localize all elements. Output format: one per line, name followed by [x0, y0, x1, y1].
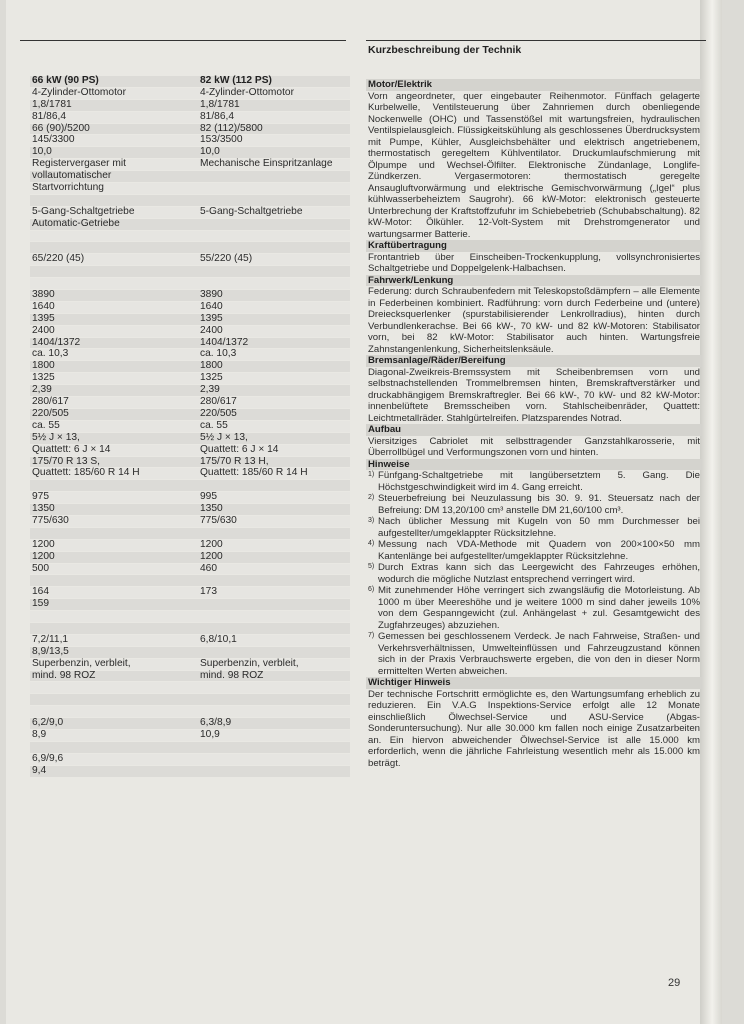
- table-cell-66kw: 1800: [32, 360, 55, 372]
- table-row: [30, 326, 350, 337]
- table-cell-82kw: 1,8/1781: [200, 98, 240, 110]
- table-cell-66kw: 775/630: [32, 514, 69, 526]
- table-cell-82kw: 1800: [200, 360, 223, 372]
- table-cell-82kw: 10,9: [200, 728, 220, 740]
- paragraph: Federung: durch Schraubenfedern mit Teleskopstoßdämpfern – alle Elemente in Federbeinen kombiniert. Radführung: vorn durch Federbeine und (untere) Dreiecksquerlenker (spurstabilisierender Lenkrollradius), hinten durch Verbundlenkerachse. Bei 66 kW-, 70 kW- und 82 kW-Motoren: Stabilisator vorn, bei 82 kW-Motor: Stabilisator auch hinten. Wartungsfreie Zahnstangenlenkung, Sicherheitslenksäule.: [368, 286, 700, 355]
- table-row: [30, 635, 350, 646]
- table-row: [30, 302, 350, 313]
- table-row: [30, 231, 350, 242]
- table-row: [30, 671, 350, 682]
- table-row: [30, 659, 350, 670]
- table-row: [30, 575, 350, 586]
- table-cell-66kw: 8,9/13,5: [32, 645, 69, 657]
- table-cell-66kw: 65/220 (45): [32, 253, 85, 265]
- table-cell-82kw: 5-Gang-Schaltgetriebe: [200, 205, 303, 217]
- table-row: [30, 647, 350, 658]
- table-row: [30, 682, 350, 693]
- table-cell-66kw: 2400: [32, 324, 55, 336]
- footnote: [368, 562, 700, 585]
- table-cell-82kw: mind. 98 ROZ: [200, 669, 264, 681]
- table-row: [30, 159, 350, 170]
- table-row: [30, 516, 350, 527]
- table-row: [30, 338, 350, 349]
- table-row: [30, 124, 350, 135]
- table-row: [30, 754, 350, 765]
- table-cell-82kw: 1350: [200, 503, 223, 515]
- section-heading: Bremsanlage/Räder/Bereifung: [366, 355, 702, 367]
- table-row: [30, 766, 350, 777]
- table-row: [30, 242, 350, 253]
- table-cell-66kw: 3890: [32, 289, 55, 301]
- table-cell-66kw: 280/617: [32, 396, 69, 408]
- table-cell-82kw: 10,0: [200, 146, 220, 158]
- table-cell-66kw: 1,8/1781: [32, 98, 72, 110]
- table-cell-82kw: Superbenzin, verbleit,: [200, 657, 299, 669]
- table-cell-66kw: 6,9/9,6: [32, 752, 64, 764]
- table-row: [30, 349, 350, 360]
- footnote-text: Messung nach VDA-Methode mit Quadern von 200×100×50 mm Kantenlänge bei aufgestellter/umgeklappter Rücksitzlehne.: [378, 539, 700, 562]
- table-row: [30, 100, 350, 111]
- footnote: [368, 631, 700, 677]
- table-cell-82kw: 1395: [200, 312, 223, 324]
- table-row: [30, 361, 350, 372]
- table-cell-66kw: 8,9: [32, 728, 47, 740]
- table-cell-66kw: 1350: [32, 503, 55, 515]
- table-cell-66kw: 5-Gang-Schaltgetriebe: [32, 205, 135, 217]
- table-cell-82kw: 1640: [200, 300, 223, 312]
- table-cell-82kw: 6,8/10,1: [200, 633, 237, 645]
- table-row: [30, 76, 350, 87]
- table-cell-66kw: Automatic-Getriebe: [32, 217, 120, 229]
- table-cell-66kw: Superbenzin, verbleit,: [32, 657, 131, 669]
- table-cell-66kw: 1325: [32, 372, 55, 384]
- table-cell-82kw: 1200: [200, 538, 223, 550]
- table-cell-82kw: 6,3/8,9: [200, 717, 232, 729]
- table-row: [30, 528, 350, 539]
- spec-table: [30, 76, 350, 778]
- footnote-number: 7): [368, 632, 375, 639]
- table-row: [30, 373, 350, 384]
- table-cell-66kw: 7,2/11,1: [32, 633, 69, 645]
- table-row: [30, 314, 350, 325]
- table-cell-82kw: 220/505: [200, 407, 237, 419]
- table-cell-82kw: 1200: [200, 550, 223, 562]
- table-cell-82kw: 995: [200, 491, 217, 503]
- table-row: [30, 409, 350, 420]
- table-row: [30, 623, 350, 634]
- footnote-number: 1): [368, 471, 375, 478]
- table-row: [30, 135, 350, 146]
- table-row: [30, 492, 350, 503]
- table-cell-66kw: 2,39: [32, 384, 52, 396]
- table-cell-82kw: ca. 10,3: [200, 348, 237, 360]
- paragraph: Der technische Fortschritt ermöglichte es, den Wartungsumfang erheblich zu reduzieren. Ein V.A.G Inspektions-Service erfolgt alle 12 Monate einschließlich Ölwechsel-Service und ASU-Service (Abgas-Sonderuntersuchung). Nur alle 30.000 km fallen noch einige Zusatzarbeiten an. Ein hiervon abweichender Ölwechsel-Service ist alle 15.000 km erforderlich, wenn die jährliche Fahrleistung wesentlich mehr als 15.000 km beträgt.: [368, 688, 700, 769]
- table-row: [30, 587, 350, 598]
- table-row: [30, 540, 350, 551]
- top-rule-right: [366, 40, 706, 41]
- section-heading: Fahrwerk/Lenkung: [366, 275, 702, 287]
- section-heading: Wichtiger Hinweis: [366, 677, 702, 689]
- footnote-text: Durch Extras kann sich das Leergewicht des Fahrzeuges erhöhen, wodurch die mögliche Nutzlast entsprechend verringert wird.: [378, 562, 700, 585]
- table-cell-66kw: 1395: [32, 312, 55, 324]
- section-heading: Motor/Elektrik: [366, 79, 702, 91]
- footnote: [368, 539, 700, 562]
- table-row: [30, 433, 350, 444]
- table-cell-66kw: vollautomatischer: [32, 170, 112, 182]
- table-row: [30, 504, 350, 515]
- section-heading: Kraftübertragung: [366, 240, 702, 252]
- table-cell-82kw: 1325: [200, 372, 223, 384]
- paragraph: Vorn angeordneter, quer eingebauter Reihenmotor. Fünffach gelagerte Kurbelwelle, Ventilsteuerung über Zahnriemen durch obenliegende Nockenwelle (OHC) und Tassenstößel mit wartungsfreien, hydraulischen Ventilspielausgleich. Flüssigkeitskühlung als geschlossenes Überdrucksystem mit Pumpe, Kühler, Ausgleichsbehälter und elektrisch angetriebenem, thermostatisch geregeltem Kühlventilator. Druckumlaufschmierung mit Ölpumpe und Wechsel-Ölfilter. Elektronische Zündanlage, Longlife-Zündkerzen. Vergasermotoren: thermostatisch geregelte Ansaugluftvorwärmung und elektrische Gemischvorwärmung („Igel“ plus kühlwasserbeheiztem Saugrohr). 66 kW-Motor: elektronisch gesteuerte Unterbrechung der Kraftstoffzufuhr im Schiebebetrieb (Schubabschaltung). 82 kW-Motor: Ölkühler. 12-Volt-System mit Drehstromgenerator und wartungsarmer Batterie.: [368, 90, 700, 240]
- table-cell-66kw: 10,0: [32, 146, 52, 158]
- table-cell-66kw: 1640: [32, 300, 55, 312]
- table-row: [30, 468, 350, 479]
- table-row: [30, 112, 350, 123]
- paragraph: Viersitziges Cabriolet mit selbsttragender Ganzstahlkarosserie, mit Überrollbügel und Verformungszonen vorn und hinten.: [368, 435, 700, 458]
- table-cell-66kw: ca. 10,3: [32, 348, 69, 360]
- table-cell-66kw: 6,2/9,0: [32, 717, 64, 729]
- table-cell-66kw: Registervergaser mit: [32, 158, 126, 170]
- table-cell-66kw: 1200: [32, 538, 55, 550]
- page-number: 29: [668, 977, 681, 989]
- table-cell-66kw: 66 kW (90 PS): [32, 75, 99, 86]
- table-cell-66kw: 4-Zylinder-Ottomotor: [32, 86, 126, 98]
- table-row: [30, 730, 350, 741]
- table-cell-66kw: 159: [32, 598, 49, 610]
- table-row: [30, 480, 350, 491]
- table-cell-66kw: Startvorrichtung: [32, 182, 104, 194]
- footnote: [368, 516, 700, 539]
- table-row: [30, 552, 350, 563]
- table-row: [30, 171, 350, 182]
- footnote-number: 6): [368, 586, 375, 593]
- table-row: [30, 266, 350, 277]
- paragraph: Diagonal-Zweikreis-Bremssystem mit Scheibenbremsen vorn und selbstnachstellenden Trommelbremsen hinten, Bremskraftverstärker und druckabhängigem Bremskraftregler. Bei 66 kW-, 70 kW- und 82 kW-Motor: innenbelüftete Bremsscheiben vorn. Stahlscheibenräder, Quattett: Leichtmetallräder. Stahlgürtelreifen. Platzsparendes Notrad.: [368, 366, 700, 424]
- table-row: [30, 564, 350, 575]
- table-cell-82kw: Quattett: 6 J × 14: [200, 443, 279, 455]
- table-row: [30, 147, 350, 158]
- section-heading: Aufbau: [366, 424, 702, 436]
- paragraph: Frontantrieb über Einscheiben-Trockenkupplung, vollsynchronisiertes Schaltgetriebe und Doppelgelenk-Halbachsen.: [368, 251, 700, 274]
- technical-description: [368, 79, 700, 769]
- footnote: [368, 470, 700, 493]
- table-cell-82kw: 775/630: [200, 514, 237, 526]
- table-row: [30, 457, 350, 468]
- footnote-text: Steuerbefreiung bei Neuzulassung bis 30. 9. 91. Steuersatz nach der Befreiung: DM 13,20/100 cm³ anstelle DM 21,60/100 cm³.: [378, 493, 700, 516]
- table-cell-82kw: 3890: [200, 289, 223, 301]
- footnote-number: 5): [368, 563, 375, 570]
- table-row: [30, 278, 350, 289]
- table-row: [30, 88, 350, 99]
- table-cell-82kw: 82 kW (112 PS): [200, 75, 272, 86]
- table-cell-82kw: ca. 55: [200, 419, 228, 431]
- section-heading: Hinweise: [366, 459, 702, 471]
- table-cell-66kw: 175/70 R 13 S,: [32, 455, 100, 467]
- table-row: [30, 421, 350, 432]
- table-row: [30, 195, 350, 206]
- footnote: [368, 493, 700, 516]
- table-cell-82kw: 81/86,4: [200, 110, 234, 122]
- table-cell-82kw: 1404/1372: [200, 336, 249, 348]
- table-cell-66kw: 164: [32, 586, 49, 598]
- footnote-number: 2): [368, 494, 375, 501]
- table-cell-82kw: 2400: [200, 324, 223, 336]
- table-row: [30, 385, 350, 396]
- table-cell-66kw: mind. 98 ROZ: [32, 669, 96, 681]
- footnote-text: Nach üblicher Messung mit Kugeln von 50 mm Durchmesser bei aufgestellter/umgeklappter Rücksitzlehne.: [378, 516, 700, 539]
- table-cell-82kw: 173: [200, 586, 217, 598]
- table-cell-66kw: Quattett: 6 J × 14: [32, 443, 111, 455]
- table-cell-66kw: 9,4: [32, 764, 47, 776]
- table-cell-82kw: 280/617: [200, 396, 237, 408]
- table-cell-82kw: Mechanische Einspritzanlage: [200, 158, 333, 170]
- table-cell-66kw: 220/505: [32, 407, 69, 419]
- table-cell-66kw: 1404/1372: [32, 336, 81, 348]
- table-cell-82kw: 5½ J × 13,: [200, 431, 248, 443]
- footnote: [368, 585, 700, 631]
- table-row: [30, 611, 350, 622]
- table-cell-66kw: 975: [32, 491, 49, 503]
- table-cell-66kw: Quattett: 185/60 R 14 H: [32, 467, 140, 479]
- table-cell-82kw: 460: [200, 562, 217, 574]
- table-row: [30, 718, 350, 729]
- table-cell-82kw: 82 (112)/5800: [200, 122, 263, 134]
- table-cell-82kw: 153/3500: [200, 134, 243, 146]
- table-cell-66kw: 5½ J × 13,: [32, 431, 80, 443]
- table-cell-66kw: 66 (90)/5200: [32, 122, 90, 134]
- footnote-text: Fünfgang-Schaltgetriebe mit langübersetztem 5. Gang. Die Höchstgeschwindigkeit wird im 4. Gang erreicht.: [378, 470, 700, 493]
- footnote-number: 4): [368, 540, 375, 547]
- footnote-number: 3): [368, 517, 375, 524]
- table-row: [30, 742, 350, 753]
- table-row: [30, 397, 350, 408]
- section-title: Kurzbeschreibung der Technik: [368, 44, 522, 56]
- table-cell-82kw: 55/220 (45): [200, 253, 253, 265]
- table-row: [30, 706, 350, 717]
- table-row: [30, 207, 350, 218]
- table-row: [30, 254, 350, 265]
- table-row: [30, 219, 350, 230]
- top-rule-left: [20, 40, 346, 41]
- table-cell-82kw: 175/70 R 13 H,: [200, 455, 269, 467]
- page-binding: [700, 0, 722, 1024]
- table-cell-66kw: 500: [32, 562, 49, 574]
- footnote-text: Mit zunehmender Höhe verringert sich zwangsläufig die Motorleistung. Ab 1000 m über Meereshöhe und je weitere 1000 m sind daher jeweils 10% von dem Gespanngewicht (zul. Anhängelast + zul. Gesamtgewicht des Zugfahrzeuges) abzuziehen.: [378, 585, 700, 631]
- table-cell-82kw: 2,39: [200, 384, 220, 396]
- table-row: [30, 183, 350, 194]
- table-row: [30, 290, 350, 301]
- footnote-text: Gemessen bei geschlossenem Verdeck. Je nach Fahrweise, Straßen- und Verkehrsverhältnissen, Umwelteinflüssen und Fahrzeugzustand können sich in der Praxis Verbrauchswerte ergeben, die von den in dieser Norm ermittelten Werten abweichen.: [378, 631, 700, 677]
- table-cell-82kw: Quattett: 185/60 R 14 H: [200, 467, 308, 479]
- table-row: [30, 599, 350, 610]
- table-row: [30, 445, 350, 456]
- table-cell-66kw: 145/3300: [32, 134, 75, 146]
- table-cell-82kw: 4-Zylinder-Ottomotor: [200, 86, 294, 98]
- table-cell-66kw: 81/86,4: [32, 110, 66, 122]
- table-cell-66kw: 1200: [32, 550, 55, 562]
- table-cell-66kw: ca. 55: [32, 419, 60, 431]
- table-row: [30, 694, 350, 705]
